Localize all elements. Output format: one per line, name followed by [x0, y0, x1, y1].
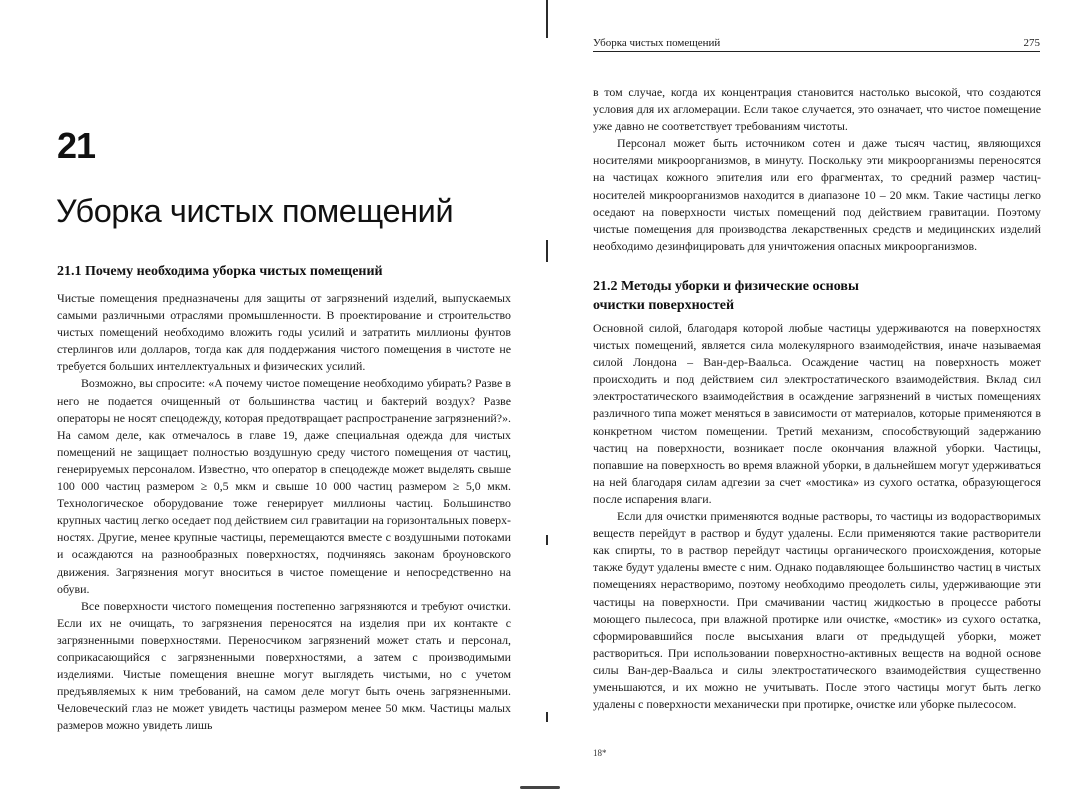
scan-artifact [520, 786, 560, 789]
right-body-text [593, 320, 1041, 713]
section-title-21-2 [593, 277, 923, 315]
paragraph: в том случае, когда их концентрация становится настолько высокой, что создаются условия для их агломерации. Если такое случается, это означает, что чистое помещение уже давно не соответствует требованиям чистоты. [593, 85, 1041, 134]
chapter-title: Уборка чистых помещений [56, 193, 454, 229]
paragraph: Основной силой, благодаря которой любые частицы удерживаются на поверхностях чистых помещений, является сила молекулярного взаимодействия, иначе называемая силой Лондона – Ван-дер-Ваальса. Осаждение частиц на поверхность может происходить и под действием сил электростатического взаимодействия. Вклад сил электростатического взаимодействия в осаждение загрязнений в чистых помещениях различного типа может меняться в зависимости от материалов, которые применяются в конкретном чистом помещении. Третий механизм, способствующий задержанию частиц на поверхности, возникает после окончания влажной уборки. Частицы, попавшие на поверхность во время влажной уборки, в дальнейшем могут удерживаться на ней благодаря силам адгезии за счет «мостика» из сухого остатка, образующегося после испарения влаги. [593, 321, 1041, 506]
page-number: 275 [1023, 37, 1040, 49]
paragraph: Персонал может быть источником сотен и даже тысяч частиц, являющихся носителями микроорганизмов, в минуту. Поскольку эти микроорганизмы переносятся на частицах кожного эпителия или его фрагментах, то средний размер частиц-носителей микроорганизмов находится в диапазоне 10 – 20 мкм. Такие частицы легко оседают на поверхности чистых помещений под действием гравитации. Поэтому чистые помещения для производства лекарственных средств и медицинских изделий необходимо дезинфицировать для уничтожения опасных микроорганизмов. [593, 136, 1041, 253]
section-title-line: очистки поверхностей [593, 298, 735, 313]
gutter-line [546, 240, 548, 262]
section-title-21-1: 21.1 Почему необходима уборка чистых помещений [57, 264, 383, 279]
chapter-number: 21 [57, 125, 96, 166]
running-head-title: Уборка чистых помещений [593, 37, 721, 49]
right-top-text [593, 84, 1041, 255]
gutter-line [546, 712, 548, 722]
gutter-line [546, 535, 548, 545]
paragraph: Чистые помещения предназначены для защиты от загрязнений изделий, выпускаемых самыми различными отраслями промышленности. В проектирование и строительство чистых помещений необходимо вложить годы усилий и затратить миллионы фунтов стерлингов или долларов, тогда как для поддержания чистого помещения в чистоте не требуется больших интеллектуальных и физических усилий. [57, 291, 511, 374]
paragraph: Возможно, вы спросите: «А почему чистое помещение необходимо убирать? Разве в него не подается очищенный от большинства частиц и бактерий воздух? Разве операторы не носят спецодежду, которая предотвращает распространение загрязнений?». На самом деле, как отмечалось в главе 19, даже специальная одежда для чистых помещений не защищает полностью воздушную среду чистого помещения от частиц, генерируемых персоналом. Известно, что оператор в спецодежде может выделять свыше 100 000 частиц размером ≥ 0,5 мкм и свыше 10 000 частиц размером ≥ 5,0 мкм. Технологическое оборудование тоже генерирует миллионы частиц. Большинство крупных частиц легко оседает под действием сил гравитации на горизонтальных поверхностях. Другие, менее крупные частицы, перемещаются вместе с воздушными потоками и осаждаются на разнообразных поверхностях, подчиняясь законам броуновского движения. Загрязнения могут вноситься в чистое помещение и непосредственно на обуви. [57, 376, 511, 596]
paragraph: Все поверхности чистого помещения постепенно загрязняются и требуют очистки. Если их не очищать, то загрязнения переносятся на изделия при их контакте с загрязненными поверхностями. Переносчиком загрязнений может стать и персонал, соприкасающийся с загрязненными поверхностями, а затем с производимыми изделиями. Чистые помещения внешне могут выглядеть чистыми, но с учетом предъявляемых к ним требований, на самом деле могут быть очень загрязненными. Человеческий глаз не может увидеть частицы размером менее 50 мкм. Частицы малых размеров можно увидеть лишь [57, 598, 511, 733]
running-head [593, 37, 1040, 52]
section-title-line: 21.2 Методы уборки и физические основы [593, 279, 859, 294]
paragraph: Если для очистки применяются водные растворы, то частицы из водорастворимых веществ перейдут в раствор и будут удалены. Если применяются такие растворители как спирты, то в раствор перейдут частицы органического происхождения, которые также будут удалены вместе с ним. Однако подавляющее большинство частиц в чистых помещениях нерастворимо, поэтому необходимо преодолеть силы, удерживающие эти частицы на поверхности. При смачивании частиц жидкостью в процессе работы моющего пылесоса, при влажной протирке или очистке, «мостик» из сухого остатка, сформировавшийся после высыхания влаги от предыдущей уборки, может раствориться. При использовании поверхностно-активных веществ на водной основе силы Ван-дер-Ваальса и силы электростатического взаимодействия существенно уменьшаются, и их можно не учитывать. После этого частицы могут быть легко удалены с поверхности механически при протирке, очистке или уборке пылесосом. [593, 509, 1041, 712]
signature-mark: 18* [593, 748, 607, 758]
gutter-line [546, 0, 548, 38]
left-body-text [57, 290, 511, 734]
